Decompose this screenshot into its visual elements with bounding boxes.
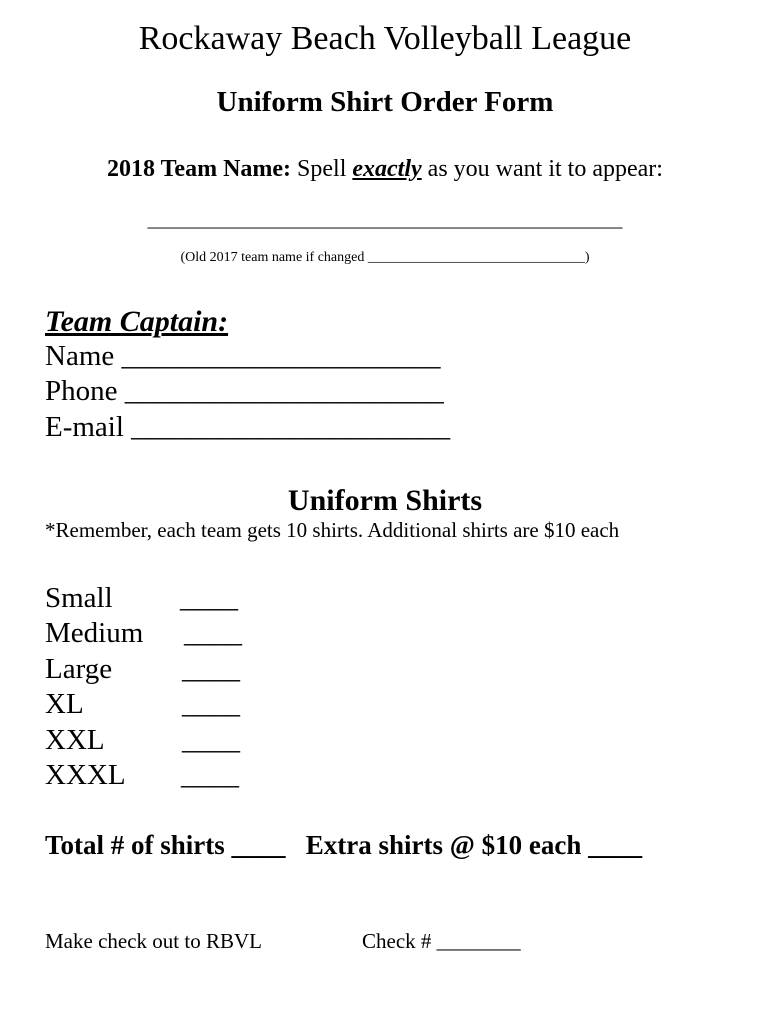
size-blank-medium[interactable]: ____ — [184, 617, 242, 649]
uniform-shirts-heading: Uniform Shirts — [287, 484, 483, 517]
team-name-text-before: Spell — [291, 156, 353, 182]
size-label-xxl: XXL — [45, 724, 105, 756]
league-title: Rockaway Beach Volleyball League — [138, 20, 632, 57]
shirts-note: *Remember, each team gets 10 shirts. Additional shirts are $10 each — [45, 518, 620, 542]
form-subtitle: Uniform Shirt Order Form — [216, 86, 554, 118]
size-label-large: Large — [45, 653, 113, 685]
check-number-field[interactable]: Check # ________ — [362, 929, 521, 953]
size-blank-xxxl[interactable]: ____ — [181, 759, 239, 791]
captain-phone-field[interactable]: Phone ______________________ — [45, 375, 444, 407]
size-label-small: Small — [45, 582, 113, 614]
totals-line[interactable]: Total # of shirts ____ Extra shirts @ $10 each ____ — [45, 830, 643, 860]
team-name-blank[interactable]: __________________________________________________ — [147, 210, 623, 231]
size-label-medium: Medium — [45, 617, 144, 649]
captain-email-field[interactable]: E-mail ______________________ — [45, 411, 451, 443]
size-blank-large[interactable]: ____ — [182, 653, 240, 685]
size-label-xxxl: XXXL — [45, 759, 126, 791]
size-label-xl: XL — [45, 688, 84, 720]
old-team-name-line[interactable]: (Old 2017 team name if changed _______________________________) — [180, 250, 590, 265]
size-blank-xl[interactable]: ____ — [182, 688, 240, 720]
size-blank-xxl[interactable]: ____ — [182, 724, 240, 756]
team-name-text-after: as you want it to appear: — [421, 156, 663, 182]
team-name-label: 2018 Team Name: — [107, 156, 292, 182]
team-name-instruction — [0, 156, 770, 183]
make-check-out-text: Make check out to RBVL — [45, 929, 262, 953]
size-blank-small[interactable]: ____ — [180, 582, 238, 614]
team-captain-heading: Team Captain: — [45, 305, 229, 338]
captain-name-field[interactable]: Name ______________________ — [45, 340, 441, 372]
team-name-emphasis: exactly — [352, 156, 422, 182]
